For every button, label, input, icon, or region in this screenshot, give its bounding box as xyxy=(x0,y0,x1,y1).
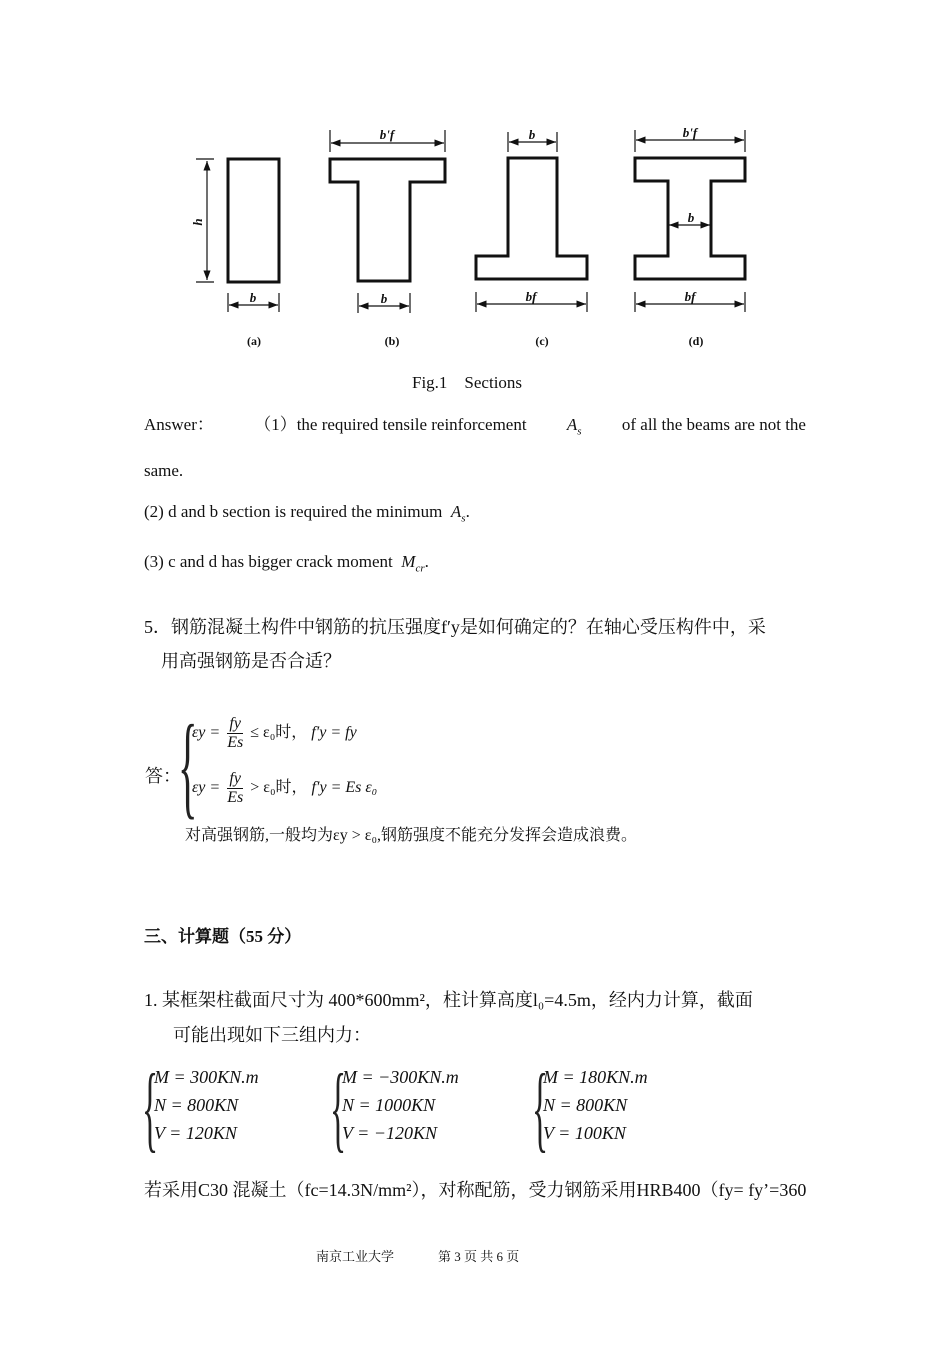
q1-line2: 可能出现如下三组内力： xyxy=(173,1025,371,1045)
dim-label-bf: bf xyxy=(525,289,537,304)
dim-label-h: h xyxy=(190,218,205,226)
moment: M = −300KN.m xyxy=(342,1067,459,1087)
dim-label-b: b xyxy=(528,127,536,142)
panel-label-d: (d) xyxy=(688,334,704,348)
question5-line2: 用高强钢筋是否合适？ xyxy=(161,651,341,671)
dim-label-bf-prime: b'f xyxy=(682,125,698,140)
answer-label: 答： xyxy=(145,766,181,786)
panel-label-b: (b) xyxy=(384,334,400,348)
formula-case2 xyxy=(192,770,377,807)
answer4-line3-text: (3) c and d has bigger crack moment xyxy=(144,552,393,571)
result: f′y = fy xyxy=(311,724,357,742)
fraction xyxy=(227,715,243,752)
axial-force: N = 800KN xyxy=(154,1095,239,1115)
answer4-line2-text: (2) d and b section is required the minimum xyxy=(144,502,443,521)
panel-label-a: (a) xyxy=(247,334,261,348)
answer4-line1-end: of all the beams are not the xyxy=(621,415,806,434)
answer4-line2: (2) d and b section is required the minimum $A_s$. xyxy=(144,502,470,525)
brace: { xyxy=(142,1054,159,1161)
condition: ≤ ε₀时， xyxy=(250,724,308,742)
symbol-As xyxy=(450,502,466,525)
shear-force: V = 100KN xyxy=(543,1123,626,1143)
result: f′y = Es ε₀ xyxy=(311,779,378,797)
footer-page-number: 第 3 页 共 6 页 xyxy=(438,1249,520,1264)
denominator: Es xyxy=(227,789,244,806)
condition: > ε₀时， xyxy=(250,779,308,797)
answer4-line1-text: （1）the required tensile reinforcement xyxy=(254,415,527,434)
shear-force: V = −120KN xyxy=(342,1123,437,1143)
subscript: s xyxy=(461,512,466,525)
numerator: fy xyxy=(227,715,243,734)
subscript: s xyxy=(577,425,582,438)
answer-prefix: Answer： xyxy=(144,415,214,434)
numerator: fy xyxy=(227,770,243,789)
eps-y: εy = xyxy=(192,779,221,797)
denominator: Es xyxy=(227,734,244,751)
answer4-line1 xyxy=(144,415,806,441)
dim-label-bf-prime: b'f xyxy=(379,127,395,142)
answer4-line1-cont: same. xyxy=(144,461,184,480)
section-c-inverted-t xyxy=(476,158,587,279)
answer4-line3: (3) c and d has bigger crack moment $M_{cr}$. xyxy=(144,552,429,575)
answer5-conclusion: 对高强钢筋,一般均为εy > ε₀,钢筋强度不能充分发挥会造成浪费。 xyxy=(185,827,638,844)
q1-line1: 1. 某框架柱截面尺寸为 400*600mm²，柱计算高度l₀=4.5m，经内力计算，截面 xyxy=(144,990,753,1010)
force-group-2 xyxy=(342,1063,459,1147)
beam-sections-figure xyxy=(0,0,950,360)
section-b-tshape xyxy=(330,159,445,281)
section-a-rect xyxy=(228,159,279,282)
section-title: 三、计算题（55 分） xyxy=(144,927,302,946)
formula-case1 xyxy=(192,715,357,752)
brace: { xyxy=(532,1054,549,1161)
brace: { xyxy=(330,1054,347,1161)
axial-force: N = 1000KN xyxy=(342,1095,436,1115)
dim-label-b: b xyxy=(380,291,388,306)
question5-line1: 5．钢筋混凝土构件中钢筋的抗压强度f′y是如何确定的？在轴心受压构件中，采 xyxy=(144,617,766,637)
dim-label-bf: bf xyxy=(684,289,696,304)
moment: M = 300KN.m xyxy=(154,1067,259,1087)
shear-force: V = 120KN xyxy=(154,1123,237,1143)
force-group-3 xyxy=(543,1063,648,1147)
subscript: cr xyxy=(415,562,425,575)
symbol-As xyxy=(567,415,582,441)
symbol: M xyxy=(401,552,416,571)
dim-label-b: b xyxy=(249,290,257,305)
symbol-Mcr xyxy=(401,552,425,575)
figure-caption: Fig.1 Sections xyxy=(412,373,523,392)
axial-force: N = 800KN xyxy=(543,1095,628,1115)
panel-label-c: (c) xyxy=(535,334,549,348)
moment: M = 180KN.m xyxy=(543,1067,648,1087)
brace: { xyxy=(178,702,198,830)
force-group-1 xyxy=(154,1063,259,1147)
symbol: A xyxy=(566,415,578,434)
dim-label-b: b xyxy=(687,210,695,225)
fraction xyxy=(227,770,243,807)
symbol: A xyxy=(450,502,462,521)
q1-line3: 若采用C30 混凝土（fc=14.3N/mm²），对称配筋，受力钢筋采用HRB400（fy= fy’=360 xyxy=(144,1180,807,1200)
footer-school: 南京工业大学 xyxy=(316,1249,395,1264)
eps-y: εy = xyxy=(192,724,221,742)
